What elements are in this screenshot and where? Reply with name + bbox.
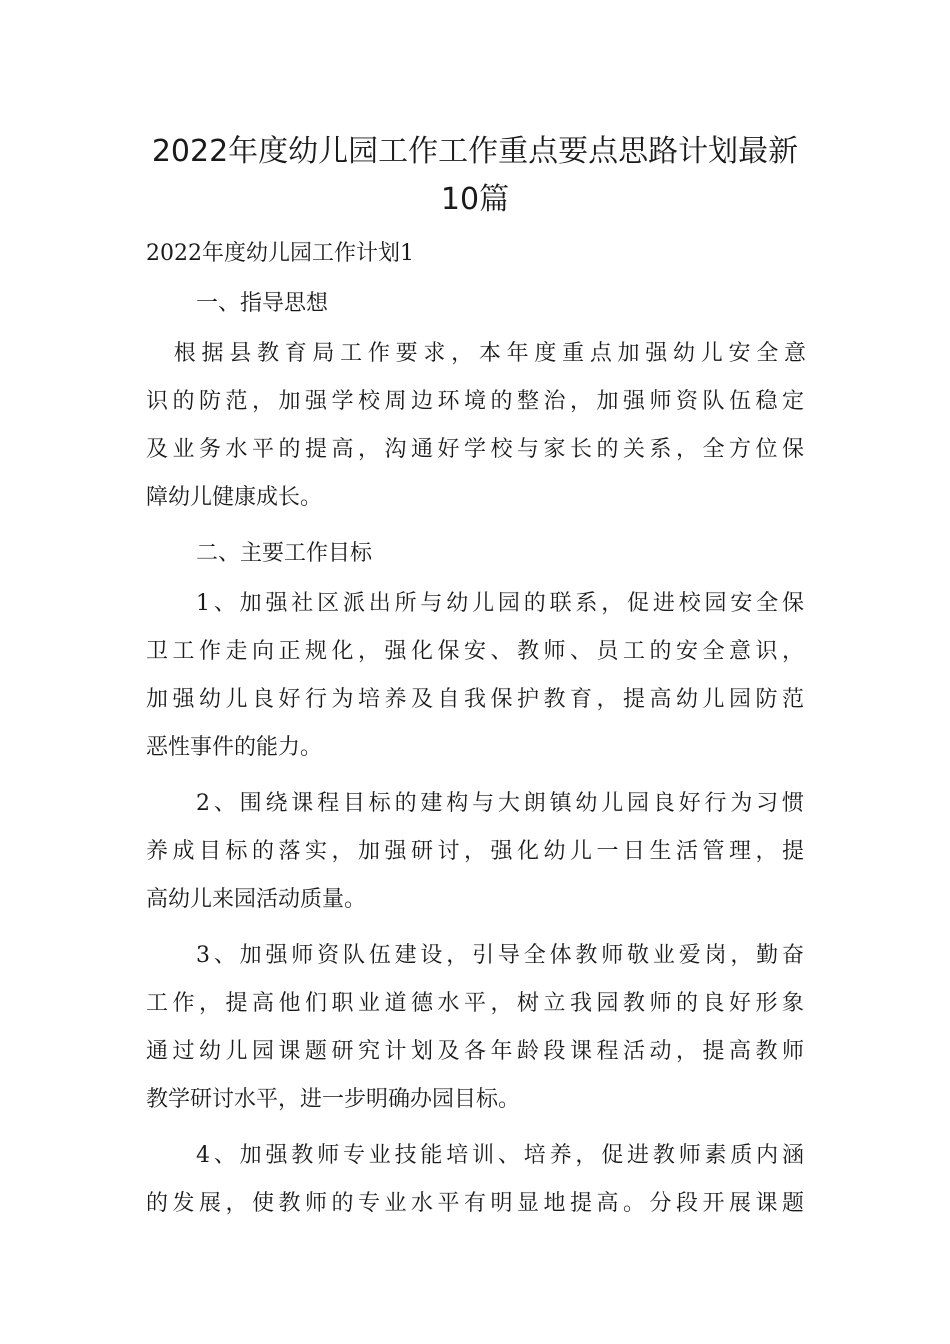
paragraph-line: 及业务水平的提高，沟通好学校与家长的关系，全方位保 — [146, 437, 804, 462]
list-item-line: 教学研讨水平，进一步明确办园目标。 — [146, 1087, 521, 1112]
section-title: 2022年度幼儿园工作计划1 — [146, 241, 414, 266]
list-item-line: 1、加强社区派出所与幼儿园的联系，促进校园安全保 — [196, 591, 804, 616]
list-item-line: 通过幼儿园课题研究计划及各年龄段课程活动，提高教师 — [146, 1039, 804, 1064]
list-item-line: 恶性事件的能力。 — [146, 735, 323, 760]
list-item-line: 的发展，使教师的专业水平有明显地提高。分段开展课题 — [146, 1191, 804, 1216]
paragraph-line: 根据县教育局工作要求，本年度重点加强幼儿安全意 — [146, 341, 806, 366]
heading-guiding-thought: 一、指导思想 — [196, 291, 329, 316]
document-title-line2: 10篇 — [440, 182, 510, 217]
list-item-line: 3、加强师资队伍建设，引导全体教师敬业爱岗，勤奋 — [196, 943, 804, 968]
list-item-line: 4、加强教师专业技能培训、培养，促进教师素质内涵 — [196, 1143, 804, 1168]
paragraph-line: 识的防范，加强学校周边环境的整治，加强师资队伍稳定 — [146, 389, 804, 414]
list-item-line: 加强幼儿良好行为培养及自我保护教育，提高幼儿园防范 — [146, 687, 804, 712]
paragraph-line: 障幼儿健康成长。 — [146, 485, 323, 510]
list-item-line: 2、围绕课程目标的建构与大朗镇幼儿园良好行为习惯 — [196, 791, 804, 816]
heading-main-goals: 二、主要工作目标 — [196, 541, 373, 566]
list-item-line: 养成目标的落实，加强研讨，强化幼儿一日生活管理，提 — [146, 839, 804, 864]
document-title-line1: 2022年度幼儿园工作工作重点要点思路计划最新 — [151, 134, 799, 169]
list-item-line: 高幼儿来园活动质量。 — [146, 887, 367, 912]
list-item-line: 工作，提高他们职业道德水平，树立我园教师的良好形象 — [146, 991, 804, 1016]
list-item-line: 卫工作走向正规化，强化保安、教师、员工的安全意识， — [146, 639, 804, 664]
